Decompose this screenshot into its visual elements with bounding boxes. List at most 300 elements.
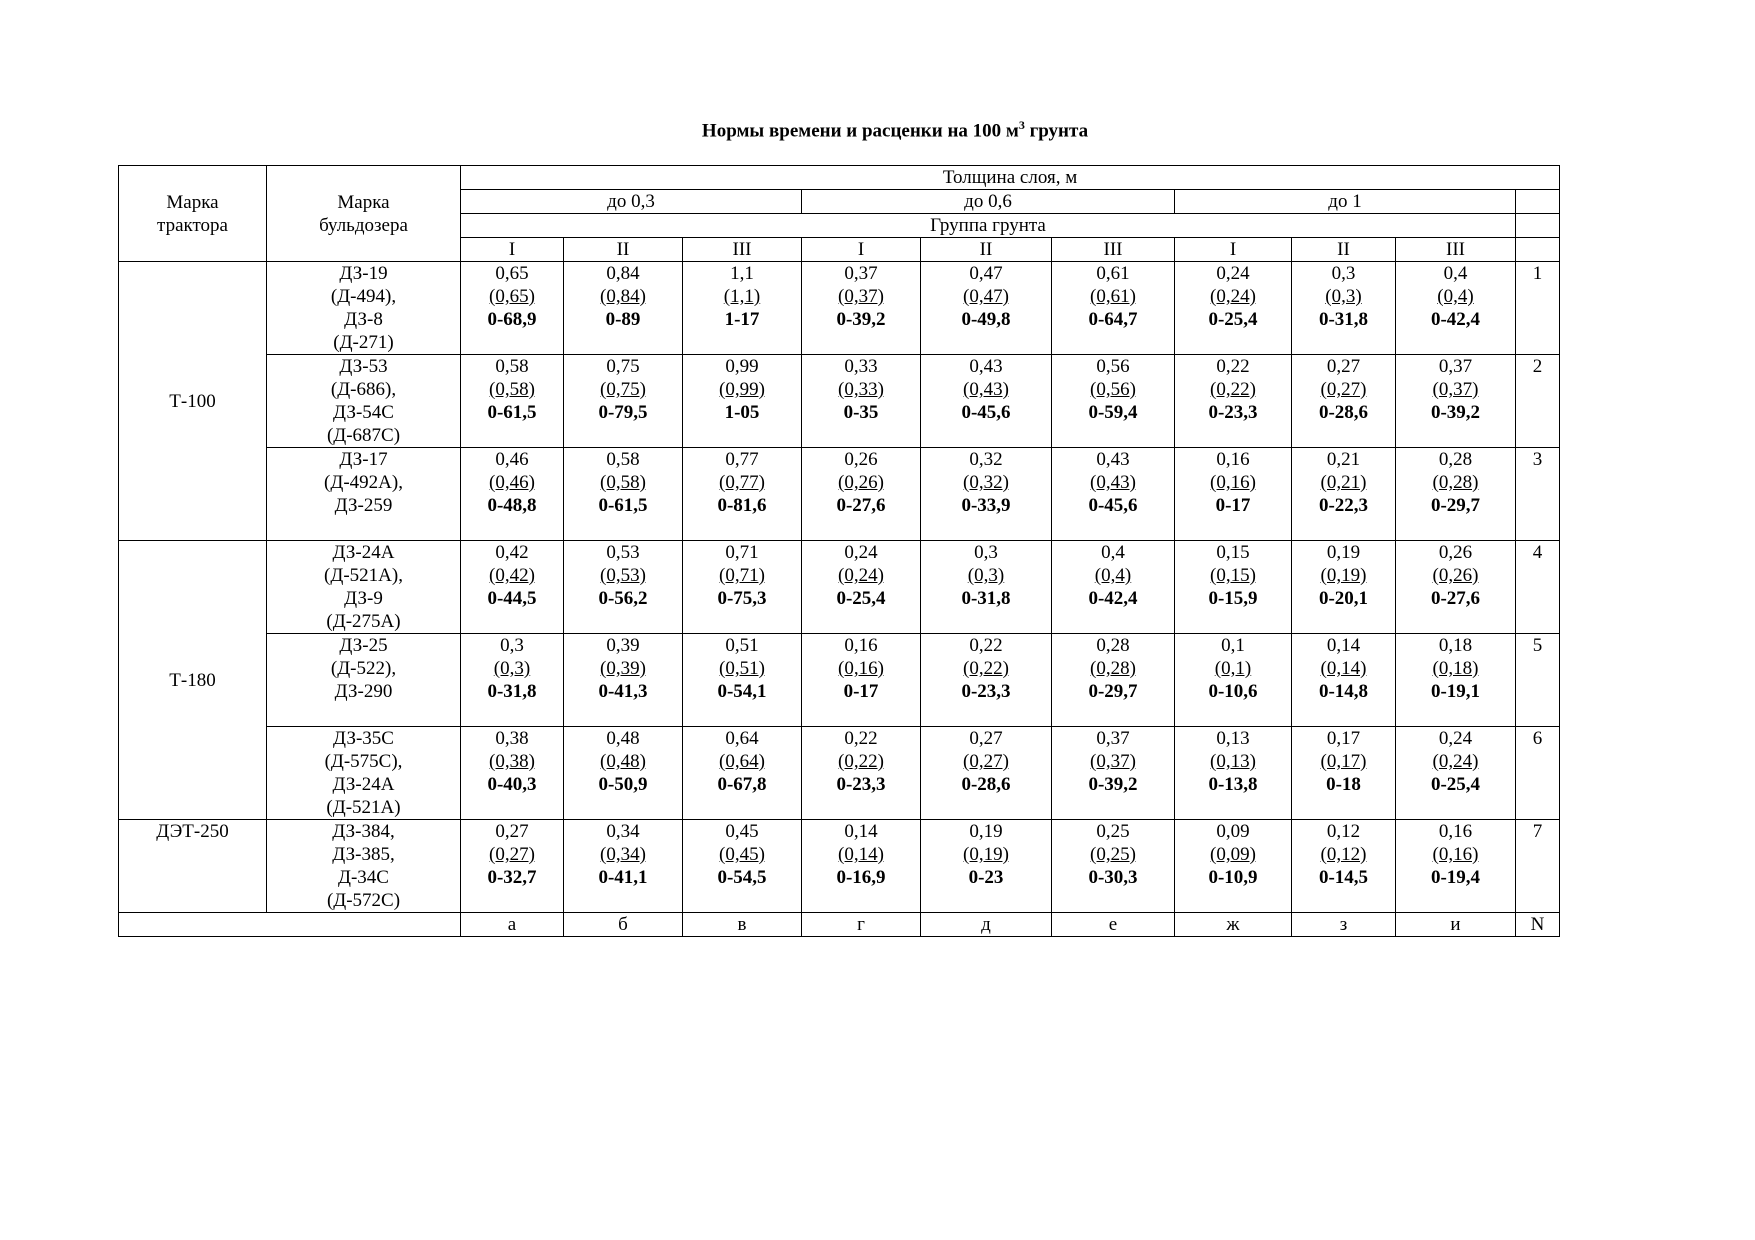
time-norm-bracketed: (0,22) — [838, 751, 884, 772]
value-cell — [461, 541, 564, 634]
header-empty-cell — [1516, 238, 1560, 262]
time-norm-bracketed: (0,47) — [963, 286, 1009, 307]
time-norm: 0,16 — [1216, 449, 1250, 470]
price: 0-19,4 — [1430, 867, 1481, 888]
column-letter: и — [1396, 913, 1516, 937]
price: 0-68,9 — [487, 309, 537, 330]
price: 0-89 — [605, 309, 641, 330]
bulldozer-line: ДЗ-385, — [332, 844, 395, 865]
time-norm: 0,24 — [1216, 263, 1250, 284]
footer-empty-cell — [119, 913, 461, 937]
time-norm: 0,24 — [844, 542, 878, 563]
bulldozer-line: ДЗ-9 — [344, 588, 383, 609]
value-cell — [1396, 820, 1516, 913]
time-norm-bracketed: (0,65) — [489, 286, 535, 307]
price: 0-59,4 — [1088, 402, 1138, 423]
time-norm: 0,18 — [1438, 635, 1473, 656]
time-norm: 0,47 — [969, 263, 1003, 284]
time-norm: 0,4 — [1443, 263, 1468, 284]
time-norm: 0,12 — [1326, 821, 1361, 842]
price: 0-48,8 — [487, 495, 537, 516]
time-norm: 0,27 — [495, 821, 529, 842]
time-norm-bracketed: (0,39) — [600, 658, 646, 679]
price: 0-41,1 — [598, 867, 648, 888]
price: 0-29,7 — [1430, 495, 1481, 516]
price: 0-30,3 — [1088, 867, 1138, 888]
time-norm-bracketed: (0,09) — [1210, 844, 1256, 865]
time-norm-bracketed: (0,43) — [963, 379, 1009, 400]
price: 0-42,4 — [1430, 309, 1481, 330]
header-thickness: Толщина слоя, м — [461, 166, 1560, 190]
price: 0-81,6 — [717, 495, 767, 516]
value-cell — [1396, 262, 1516, 355]
row-number: 2 — [1516, 355, 1560, 448]
price: 0-27,6 — [836, 495, 886, 516]
time-norm-bracketed: (0,28) — [1432, 472, 1479, 493]
tractor-cell: Т-100 — [119, 262, 267, 541]
price: 0-16,9 — [836, 867, 886, 888]
bulldozer-cell — [267, 262, 461, 355]
header-depth-3: до 1 — [1175, 190, 1516, 214]
title-main: Нормы времени и расценки на 100 м — [701, 120, 1019, 142]
header-group-9: III — [1396, 238, 1516, 262]
time-norm: 0,3 — [1331, 263, 1356, 284]
value-cell — [1292, 448, 1396, 541]
title-suffix: грунта — [1024, 120, 1089, 142]
time-norm-bracketed: (0,38) — [489, 751, 535, 772]
value-cell — [564, 820, 683, 913]
value-cell — [802, 820, 921, 913]
price: 0-15,9 — [1208, 588, 1258, 609]
time-norm: 0,48 — [606, 728, 640, 749]
time-norm-bracketed: (0,45) — [719, 844, 765, 865]
price: 0-28,6 — [961, 774, 1011, 795]
time-norm-bracketed: (0,37) — [838, 286, 884, 307]
value-cell — [1292, 541, 1396, 634]
time-norm: 0,39 — [606, 635, 640, 656]
price: 0-28,6 — [1318, 402, 1369, 423]
price: 0-10,9 — [1208, 867, 1258, 888]
time-norm-bracketed: (0,32) — [963, 472, 1009, 493]
value-cell — [1052, 355, 1175, 448]
value-cell — [564, 355, 683, 448]
tractor-cell: Т-180 — [119, 541, 267, 820]
time-norm: 0,24 — [1438, 728, 1473, 749]
price: 0-61,5 — [598, 495, 648, 516]
value-cell — [1292, 355, 1396, 448]
value-cell — [802, 262, 921, 355]
price: 0-41,3 — [598, 681, 648, 702]
time-norm-bracketed: (0,16) — [1210, 472, 1256, 493]
column-letter: а — [461, 913, 564, 937]
price: 0-49,8 — [961, 309, 1011, 330]
time-norm: 0,64 — [725, 728, 759, 749]
time-norm-bracketed: (0,71) — [719, 565, 765, 586]
time-norm-bracketed: (0,28) — [1090, 658, 1136, 679]
value-cell — [683, 541, 802, 634]
price: 0-54,5 — [717, 867, 767, 888]
time-norm-bracketed: (0,84) — [600, 286, 646, 307]
price: 0-61,5 — [487, 402, 537, 423]
value-cell — [802, 448, 921, 541]
price: 0-13,8 — [1208, 774, 1258, 795]
time-norm-bracketed: (0,24) — [1210, 286, 1256, 307]
value-cell — [683, 820, 802, 913]
price: 0-20,1 — [1318, 588, 1369, 609]
time-norm: 0,25 — [1096, 821, 1130, 842]
time-norm: 0,22 — [969, 635, 1003, 656]
time-norm: 0,22 — [844, 728, 878, 749]
time-norm: 0,09 — [1216, 821, 1250, 842]
time-norm-bracketed: (0,3) — [967, 565, 1005, 586]
time-norm: 0,46 — [495, 449, 529, 470]
value-cell — [683, 727, 802, 820]
tractor-cell: ДЭТ-250 — [119, 820, 267, 913]
header-soil-group: Группа грунта — [461, 214, 1516, 238]
time-norm-bracketed: (0,4) — [1094, 565, 1132, 586]
time-norm-bracketed: (0,37) — [1090, 751, 1136, 772]
table-row — [119, 448, 1560, 541]
row-number: 6 — [1516, 727, 1560, 820]
time-norm: 0,27 — [969, 728, 1003, 749]
time-norm-bracketed: (0,64) — [719, 751, 765, 772]
price: 0-22,3 — [1318, 495, 1369, 516]
value-cell — [802, 355, 921, 448]
time-norm-bracketed: (0,21) — [1320, 472, 1367, 493]
time-norm-bracketed: (0,27) — [963, 751, 1009, 772]
price: 0-23,3 — [1208, 402, 1258, 423]
price: 0-25,4 — [1430, 774, 1481, 795]
time-norm: 0,37 — [844, 263, 878, 284]
bulldozer-line: (Д-521А) — [326, 797, 401, 818]
table-row — [119, 727, 1560, 820]
time-norm: 0,58 — [606, 449, 640, 470]
time-norm: 0,42 — [495, 542, 529, 563]
price: 0-14,8 — [1318, 681, 1369, 702]
price: 0-23,3 — [836, 774, 886, 795]
title-superscript: 3 — [1018, 118, 1025, 132]
time-norm: 0,84 — [606, 263, 640, 284]
value-cell — [461, 262, 564, 355]
time-norm: 0,38 — [495, 728, 529, 749]
bulldozer-line: (Д-572С) — [326, 890, 401, 911]
value-cell — [1292, 262, 1396, 355]
price: 0-45,6 — [1088, 495, 1138, 516]
table-row — [119, 634, 1560, 727]
time-norm-bracketed: (0,25) — [1090, 844, 1136, 865]
bulldozer-line: ДЗ-25 — [339, 635, 388, 656]
time-norm: 0,37 — [1096, 728, 1130, 749]
value-cell — [461, 820, 564, 913]
header-empty-cell — [1516, 214, 1560, 238]
time-norm: 0,13 — [1216, 728, 1250, 749]
bulldozer-line: ДЗ-290 — [334, 681, 393, 702]
bulldozer-line: ДЗ-24А — [332, 774, 395, 795]
time-norm: 0,3 — [974, 542, 998, 563]
value-cell — [1052, 448, 1175, 541]
time-norm: 0,26 — [1438, 542, 1473, 563]
row-number: 1 — [1516, 262, 1560, 355]
time-norm-bracketed: (0,53) — [600, 565, 646, 586]
time-norm-bracketed: (0,26) — [838, 472, 884, 493]
page-title — [0, 118, 1755, 142]
column-letter: е — [1052, 913, 1175, 937]
header-empty-cell — [1516, 190, 1560, 214]
time-norm: 0,58 — [495, 356, 529, 377]
value-cell — [1052, 634, 1175, 727]
time-norm: 0,75 — [606, 356, 640, 377]
bulldozer-cell — [267, 541, 461, 634]
price: 0-40,3 — [487, 774, 537, 795]
header-group-4: I — [802, 238, 921, 262]
time-norm-bracketed: (0,16) — [838, 658, 884, 679]
time-norm: 0,17 — [1326, 728, 1361, 749]
value-cell — [1175, 448, 1292, 541]
time-norm-bracketed: (0,51) — [719, 658, 765, 679]
value-cell — [461, 727, 564, 820]
time-norm: 0,3 — [500, 635, 524, 656]
price: 0-45,6 — [961, 402, 1011, 423]
price: 0-79,5 — [598, 402, 648, 423]
time-norm: 0,56 — [1096, 356, 1130, 377]
value-cell — [1175, 262, 1292, 355]
time-norm: 0,45 — [725, 821, 759, 842]
value-cell — [461, 634, 564, 727]
value-cell — [1052, 727, 1175, 820]
time-norm: 0,28 — [1438, 449, 1473, 470]
header-group-5: II — [921, 238, 1052, 262]
value-cell — [683, 634, 802, 727]
time-norm: 0,65 — [495, 263, 529, 284]
value-cell — [921, 820, 1052, 913]
value-cell — [802, 541, 921, 634]
table-row — [119, 820, 1560, 913]
time-norm-bracketed: (0,1) — [1214, 658, 1252, 679]
time-norm: 0,22 — [1216, 356, 1250, 377]
time-norm: 0,1 — [1221, 635, 1245, 656]
value-cell — [564, 727, 683, 820]
time-norm: 0,32 — [969, 449, 1003, 470]
column-letter: д — [921, 913, 1052, 937]
time-norm: 0,4 — [1101, 542, 1125, 563]
time-norm-bracketed: (0,58) — [600, 472, 646, 493]
time-norm-bracketed: (0,16) — [1432, 844, 1479, 865]
value-cell — [1292, 727, 1396, 820]
bulldozer-line: ДЗ-53 — [339, 356, 388, 377]
time-norm-bracketed: (0,14) — [838, 844, 884, 865]
price: 0-54,1 — [717, 681, 767, 702]
value-cell — [564, 541, 683, 634]
time-norm: 1,1 — [730, 263, 754, 284]
column-letter: ж — [1175, 913, 1292, 937]
time-norm: 0,53 — [606, 542, 640, 563]
price: 0-31,8 — [1318, 309, 1369, 330]
time-norm: 0,43 — [969, 356, 1003, 377]
price: 0-18 — [1326, 774, 1361, 795]
time-norm-bracketed: (0,24) — [1432, 751, 1479, 772]
bulldozer-cell — [267, 634, 461, 727]
price: 0-17 — [1215, 495, 1251, 516]
time-norm: 0,16 — [1438, 821, 1473, 842]
value-cell — [1052, 262, 1175, 355]
time-norm-bracketed: (0,61) — [1090, 286, 1136, 307]
price: 1-17 — [724, 309, 760, 330]
value-cell — [564, 448, 683, 541]
value-cell — [1175, 727, 1292, 820]
time-norm-bracketed: (0,58) — [489, 379, 535, 400]
bulldozer-cell — [267, 355, 461, 448]
value-cell — [1175, 634, 1292, 727]
time-norm: 0,26 — [844, 449, 878, 470]
price: 0-31,8 — [487, 681, 537, 702]
time-norm-bracketed: (0,27) — [489, 844, 535, 865]
bulldozer-line: ДЗ-384, — [332, 821, 395, 842]
value-cell — [683, 448, 802, 541]
bulldozer-line: ДЗ-17 — [339, 449, 388, 470]
value-cell — [1396, 727, 1516, 820]
value-cell — [921, 355, 1052, 448]
time-norm: 0,15 — [1216, 542, 1250, 563]
price: 0-42,4 — [1088, 588, 1138, 609]
bulldozer-cell — [267, 448, 461, 541]
price: 0-75,3 — [717, 588, 767, 609]
time-norm: 0,33 — [844, 356, 878, 377]
bulldozer-line: (Д-521А), — [324, 565, 403, 586]
time-norm-bracketed: (0,42) — [489, 565, 535, 586]
price: 0-29,7 — [1088, 681, 1138, 702]
time-norm-bracketed: (0,4) — [1437, 286, 1474, 307]
value-cell — [1175, 541, 1292, 634]
row-number: 3 — [1516, 448, 1560, 541]
time-norm-bracketed: (0,46) — [489, 472, 535, 493]
time-norm-bracketed: (0,75) — [600, 379, 646, 400]
price: 0-31,8 — [961, 588, 1011, 609]
time-norm-bracketed: (0,26) — [1432, 565, 1479, 586]
value-cell — [921, 634, 1052, 727]
price: 0-17 — [843, 681, 879, 702]
time-norm: 0,19 — [969, 821, 1003, 842]
time-norm-bracketed: (0,13) — [1210, 751, 1256, 772]
row-number: 4 — [1516, 541, 1560, 634]
bulldozer-line: ДЗ-54С — [333, 402, 394, 423]
bulldozer-line: ДЗ-8 — [344, 309, 383, 330]
value-cell — [802, 634, 921, 727]
bulldozer-line: (Д-275А) — [326, 611, 401, 632]
price: 0-19,1 — [1430, 681, 1481, 702]
time-norm-bracketed: (0,19) — [1320, 565, 1367, 586]
bulldozer-line: (Д-575С), — [324, 751, 403, 772]
time-norm-bracketed: (0,18) — [1432, 658, 1479, 679]
row-number: 5 — [1516, 634, 1560, 727]
value-cell — [461, 448, 564, 541]
header-group-1: I — [461, 238, 564, 262]
time-norm: 0,61 — [1096, 263, 1130, 284]
value-cell — [564, 262, 683, 355]
time-norm: 0,34 — [606, 821, 640, 842]
footer-row — [119, 913, 1560, 937]
value-cell — [1292, 820, 1396, 913]
value-cell — [921, 541, 1052, 634]
price: 0-39,2 — [836, 309, 886, 330]
header-group-8: II — [1292, 238, 1396, 262]
value-cell — [1396, 355, 1516, 448]
value-cell — [564, 634, 683, 727]
header-tractor: Марка трактора — [119, 166, 267, 262]
time-norm-bracketed: (0,17) — [1320, 751, 1367, 772]
price: 1-05 — [724, 402, 760, 423]
value-cell — [802, 727, 921, 820]
value-cell — [1292, 634, 1396, 727]
header-group-2: II — [564, 238, 683, 262]
time-norm-bracketed: (0,48) — [600, 751, 646, 772]
value-cell — [921, 727, 1052, 820]
time-norm-bracketed: (0,19) — [963, 844, 1009, 865]
price: 0-44,5 — [487, 588, 537, 609]
table-row — [119, 541, 1560, 634]
value-cell — [1396, 634, 1516, 727]
time-norm: 0,21 — [1326, 449, 1361, 470]
time-norm: 0,51 — [725, 635, 759, 656]
bulldozer-line: (Д-686), — [330, 379, 397, 400]
time-norm: 0,28 — [1096, 635, 1130, 656]
time-norm-bracketed: (0,15) — [1210, 565, 1256, 586]
value-cell — [461, 355, 564, 448]
row-number: 7 — [1516, 820, 1560, 913]
price: 0-39,2 — [1430, 402, 1481, 423]
bulldozer-line: (Д-271) — [333, 332, 394, 353]
time-norm-bracketed: (0,99) — [719, 379, 765, 400]
bulldozer-line: (Д-687С) — [326, 425, 401, 446]
value-cell — [1052, 541, 1175, 634]
price: 0-25,4 — [1208, 309, 1258, 330]
price: 0-50,9 — [598, 774, 648, 795]
time-norm-bracketed: (0,43) — [1090, 472, 1136, 493]
value-cell — [1052, 820, 1175, 913]
bulldozer-cell — [267, 727, 461, 820]
header-group-3: III — [683, 238, 802, 262]
column-letter: з — [1292, 913, 1396, 937]
price: 0-32,7 — [487, 867, 537, 888]
time-norm: 0,19 — [1326, 542, 1361, 563]
value-cell — [1396, 541, 1516, 634]
price: 0-64,7 — [1088, 309, 1138, 330]
bulldozer-cell — [267, 820, 461, 913]
column-letter: г — [802, 913, 921, 937]
time-norm-bracketed: (0,33) — [838, 379, 884, 400]
bulldozer-line: ДЗ-19 — [339, 263, 388, 284]
header-depth-2: до 0,6 — [802, 190, 1175, 214]
time-norm: 0,43 — [1096, 449, 1130, 470]
bulldozer-line: (Д-522), — [330, 658, 397, 679]
time-norm-bracketed: (0,14) — [1320, 658, 1367, 679]
time-norm-bracketed: (0,77) — [719, 472, 765, 493]
price: 0-14,5 — [1318, 867, 1369, 888]
table-row — [119, 355, 1560, 448]
time-norm: 0,37 — [1438, 356, 1473, 377]
price: 0-56,2 — [598, 588, 648, 609]
time-norm-bracketed: (0,12) — [1320, 844, 1367, 865]
column-n-label: N — [1516, 913, 1560, 937]
value-cell — [1175, 355, 1292, 448]
bulldozer-line: ДЗ-35С — [333, 728, 394, 749]
price: 0-35 — [843, 402, 879, 423]
time-norm-bracketed: (0,34) — [600, 844, 646, 865]
time-norm-bracketed: (0,27) — [1320, 379, 1367, 400]
column-letter: б — [564, 913, 683, 937]
value-cell — [683, 262, 802, 355]
time-norm-bracketed: (0,3) — [1325, 286, 1362, 307]
price: 0-10,6 — [1208, 681, 1258, 702]
